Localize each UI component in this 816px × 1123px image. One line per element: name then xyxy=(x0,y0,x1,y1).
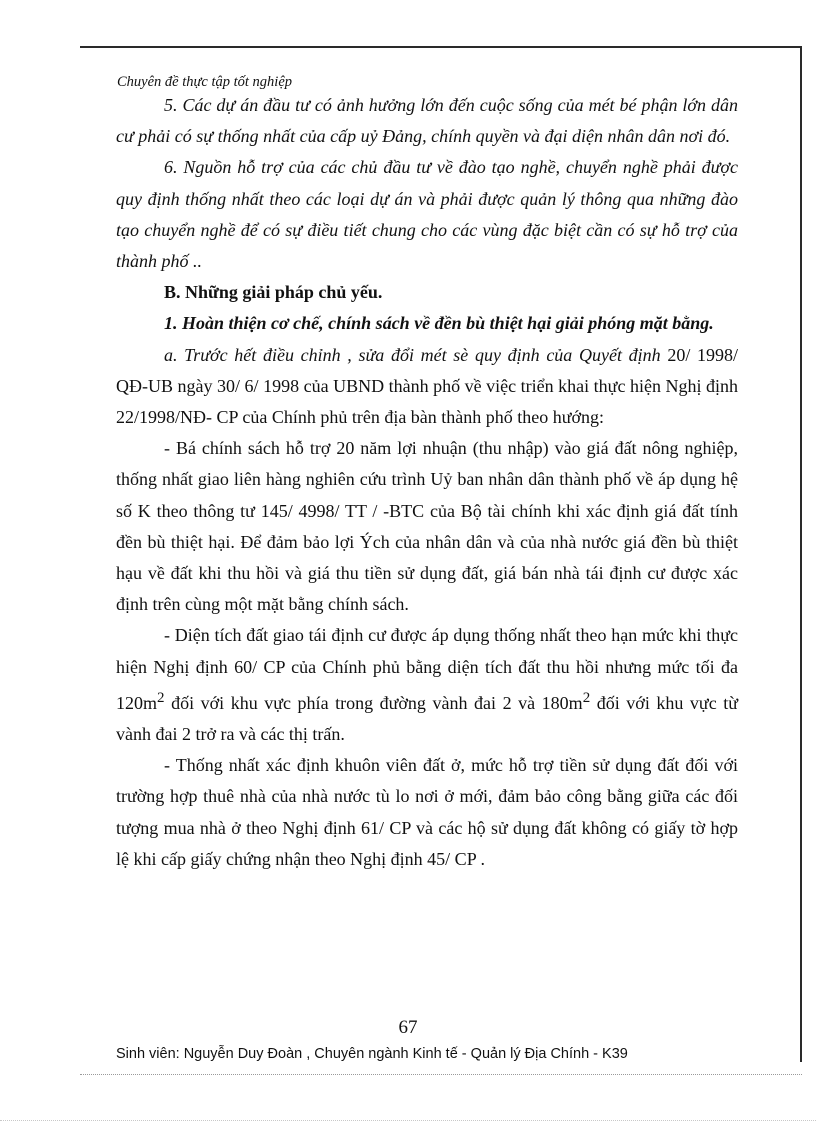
paragraph-a-rest: 20/ 1998/ QĐ-UB ngày 30/ 6/ 1998 của UBND thành phố về việc triển khai thực hiện Nghị định 22/1998/NĐ- CP của Chính phủ trên địa bàn thành phố theo hướng: xyxy=(116,344,738,428)
paragraph-a-italic: a. Trước hết điều chỉnh , sửa đổi mét sè quy định của Quyết định xyxy=(164,344,661,365)
running-footer: Sinh viên: Nguyễn Duy Đoàn , Chuyên ngành Kinh tế - Quản lý Địa Chính - K39 xyxy=(116,1046,628,1062)
paragraph-item-5: 5. Các dự án đầu tư có ảnh hưởng lớn đến cuộc sống của mét bé phận lớn dân cư phải có sự thống nhất của cấp uỷ Đảng, chính quyền và đại diện nhân dân nơi đó. xyxy=(116,95,738,147)
bullet-support-policy: - Bá chính sách hỗ trợ 20 năm lợi nhuận (thu nhập) vào giá đất nông nghiệp, thống nhất giao liên hàng nghiên cứu trình Uỷ ban nhân dân thành phố về áp dụng hệ số K theo thông tư 145/ 4998/ TT / -BTC của Bộ tài chính khi xác định giá đất tính đền bù thiệt hại. Để đảm bảo lợi Ých của nhân dân và của nhà nước giá đền bù thiệt hạu về đất khi thu hồi và giá thu tiền sử dụng đất, giá bán nhà tái định cư được xác định trên cùng một mặt bằng chính sách. xyxy=(116,438,738,615)
running-header: Chuyên đề thực tập tốt nghiệp xyxy=(117,74,293,90)
document-body xyxy=(116,90,738,875)
page-number: 67 xyxy=(398,1017,418,1038)
page-border-right xyxy=(800,46,802,1062)
paragraph-a xyxy=(116,340,738,434)
page-edge-dotted xyxy=(0,1120,816,1122)
bullet-land-area: - Diện tích đất giao tái định cư được áp dụng thống nhất theo hạn mức khi thực hiện Nghị định 60/ CP của Chính phủ bằng diện tích đất thu hồi nhưng mức tối đa $120m^2$ đối với khu vực phía trong đường vành đai 2 và $180m^2$ đối với khu vực từ vành đai 2 trở ra và các thị trấn. xyxy=(116,625,738,745)
subsection-heading-1: 1. Hoàn thiện cơ chế, chính sách về đền bù thiệt hại giải phóng mặt bằng. xyxy=(164,313,714,334)
paragraph-item-6: 6. Nguồn hỗ trợ của các chủ đầu tư về đào tạo nghề, chuyển nghề phải được quy định thống nhất theo các loại dự án và phải được quản lý thông qua những đào tạo chuyển nghề để có sự điều tiết chung cho các vùng đặc biệt cần có sự hỗ trợ của thành phố .. xyxy=(116,157,738,272)
section-heading-b: B. Những giải pháp chủ yếu. xyxy=(164,282,383,303)
page-border-top xyxy=(80,46,800,48)
bullet-housing: - Thống nhất xác định khuôn viên đất ở, mức hỗ trợ tiền sử dụng đất đối với trường hợp thuê nhà của nhà nước tù lo nơi ở mới, đảm bảo công bằng giữa các đối tượng mua nhà ở theo Nghị định 61/ CP và các hộ sử dụng đất không có giấy tờ hợp lệ khi cấp giấy chứng nhận theo Nghị định 45/ CP . xyxy=(116,755,738,869)
page-border-bottom xyxy=(80,1074,802,1076)
